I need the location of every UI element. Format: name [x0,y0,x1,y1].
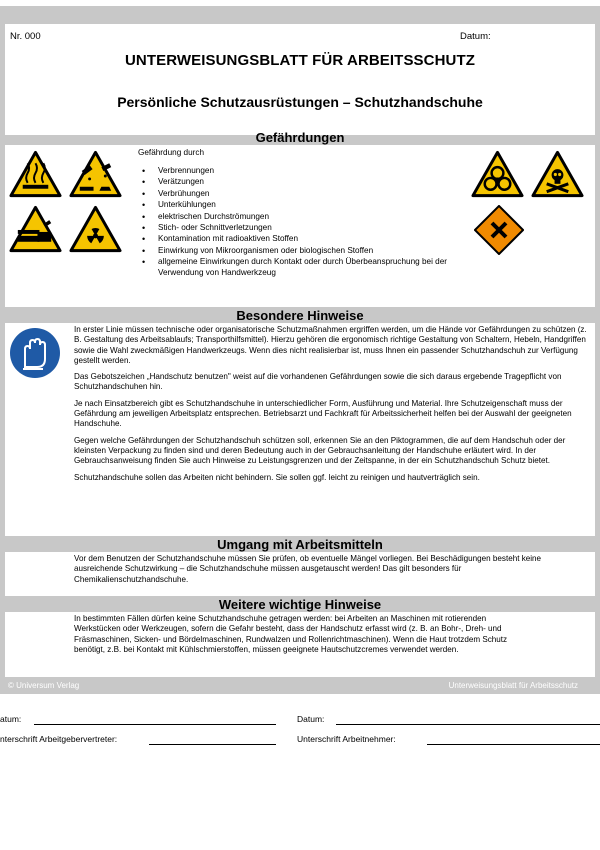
notes-paragraph: Schutzhandschuhe sollen das Arbeiten nicht behindern. Sie sollen ggf. leicht zu reinigen und hautverträglich sein. [74,472,480,482]
employer-signature-label: nterschrift Arbeitgebervertreter: [0,734,118,744]
biohazard-icon [470,149,525,199]
page-title: UNTERWEISUNGSBLATT FÜR ARBEITSSCHUTZ [125,52,475,69]
list-item: • Verbrennungen [140,166,460,176]
publisher-footer: © Universum Verlag [8,681,80,690]
notes-paragraph: Gegen welche Gefährdungen der Schutzhandschuh schützen soll, erkennen Sie an den Piktogrammen, die auf dem Handschuh oder der kleinsten Verpackung zu finden sind und deren Bedeutung auch in der Gebrauchsanleitung der Handschuhe erläutert wird. In der Gebrauchsanweisung finden Sie auch Hinweise zu Leistungsgrenzen und der Zeitspanne, in der ein Schutzhandschuh Schutz bietet. [74,435,566,466]
equipment-heading: Umgang mit Arbeitsmitteln [217,537,383,552]
employee-signature-line[interactable] [427,744,600,745]
notes-paragraph: Je nach Einsatzbereich gibt es Schutzhandschuhe in unterschiedlicher Form, Ausführung und Material. Ihre Schutzeigenschaft muss der Gefährdung am jeweiligen Arbeitsplatz entsprechen. Betriebsarzt und Fachkraft für Arbeitssicherheit helfen bei der Auswahl der geeigneten Handschuhe. [74,398,572,429]
list-item: • Einwirkung von Mikroorganismen oder biologischen Stoffen [140,246,460,256]
employee-signature-label: Unterschrift Arbeitnehmer: [297,734,396,744]
document-header [5,24,595,135]
harmful-irritant-icon [474,205,524,255]
radiation-icon [68,204,123,254]
hazards-intro: Gefährdung durch [138,148,204,157]
hazards-heading: Gefährdungen [255,130,345,145]
hot-surface-icon [8,149,63,199]
hand-crush-icon [8,204,63,254]
date-label-left: atum: [0,714,22,724]
equipment-text: Vor dem Benutzen der Schutzhandschuhe müssen Sie prüfen, ob eventuelle Mängel vorliegen. Bei Beschädigungen besteht keine ausreichende Schutzwirkung – die Schutzhandschuhe müssen ausgetauscht werden! Das gilt besonders für Chemikalienschutzhandschuhe. [74,554,542,584]
notes-paragraph: In erster Linie müssen technische oder organisatorische Schutzmaßnahmen ergriffen werden, um die Hände vor Gefährdungen zu schützen (z. B. Gestaltung des Arbeitsablaufs; Transporthilfsmittel). Hierzu gehören die ergonomisch richtige Gestaltung von Schaltern, Hebeln, Handgriffen sowie die Wahl zweckmäßigen Handwerkzeugs. Wenn dies nicht realisierbar ist, muss Ihnen ein passender Schutzhandschuh zur Verfügung gestellt werden. [74,325,587,365]
corrosive-icon [68,149,123,199]
document-footer-title: Unterweisungsblatt für Arbeitsschutz [448,681,578,690]
list-item: • Stich- oder Schnittverletzungen [140,223,460,233]
further-heading: Weitere wichtige Hinweise [218,597,382,612]
employer-signature-line[interactable] [149,744,276,745]
date-line-left[interactable] [34,724,276,725]
list-item: • Verätzungen [140,177,460,187]
list-item: • allgemeine Einwirkungen durch Kontakt oder durch Überbeanspruchung bei der Verwendung von Handwerkzeug [140,257,460,278]
gloves-mandatory-icon [9,327,61,379]
date-label: Datum: [460,31,491,42]
toxic-skull-icon [530,149,585,199]
notes-heading: Besondere Hinweise [236,308,364,323]
page-subtitle: Persönliche Schutzausrüstungen – Schutzhandschuhe [117,94,483,110]
notes-text [74,325,592,489]
date-label-right: Datum: [297,714,325,724]
document-number: Nr. 000 [10,31,41,42]
list-item: • elektrischen Durchströmungen [140,212,460,222]
list-item: • Verbrühungen [140,189,460,199]
date-line-right[interactable] [336,724,600,725]
notes-paragraph: Das Gebotszeichen „Handschutz benutzen" weist auf die vorhandenen Gefährdungen sowie die sich daraus ergebende Tragepflicht von Schutzhandschuhen hin. [74,372,562,392]
hazards-list [140,166,460,279]
list-item: • Unterkühlungen [140,200,460,210]
list-item: • Kontamination mit radioaktiven Stoffen [140,234,460,244]
further-text: In bestimmten Fällen dürfen keine Schutzhandschuhe getragen werden: bei Arbeiten an Maschinen mit rotierenden Werkstücken oder Werkzeugen, sofern die Gefahr besteht, dass der Handschutz erfasst wird (z. B. an Bohr-, Dreh- und Fräsmaschinen, Sicken- und Bördelmaschinen, Rundwalzen und Rollenrichtmaschinen). Wenn die Haut trotzdem Schutz benötigt, z.B. bei Kontakt mit Kühlschmierstoffen, müssen geeignete Hautschutzcremes verwendet werden. [74,614,508,654]
